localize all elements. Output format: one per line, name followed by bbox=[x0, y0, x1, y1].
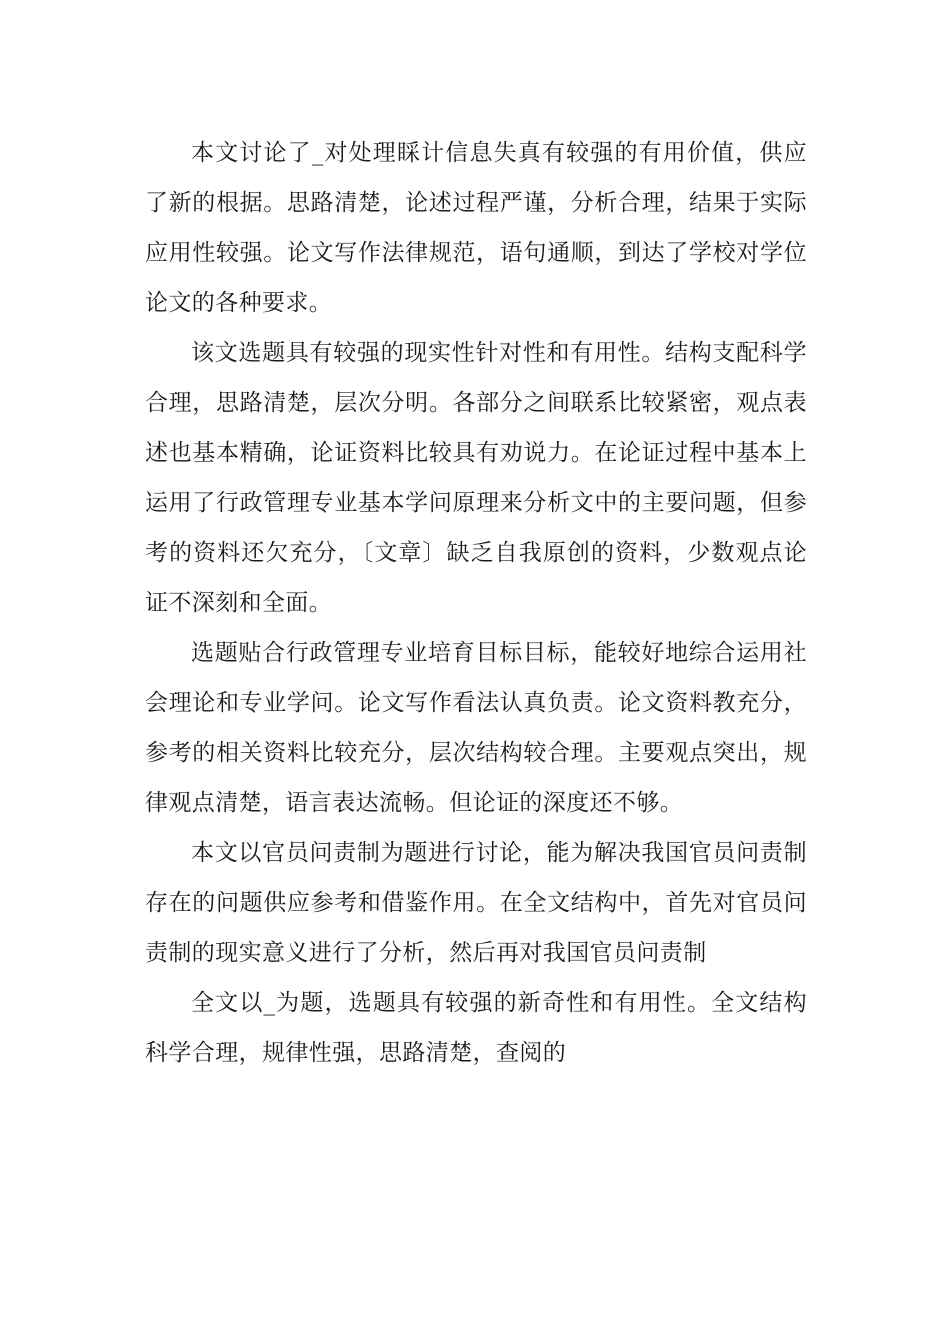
paragraph-3: 选题贴合行政管理专业培育目标目标，能较好地综合运用社会理论和专业学问。论文写作看法认真负责。论文资料教充分，参考的相关资料比较充分，层次结构较合理。主要观点突出，规律观点清楚，语言表达流畅。但论证的深度还不够。 bbox=[145, 640, 807, 816]
paragraph-5: 全文以_为题，选题具有较强的新奇性和有用性。全文结构科学合理，规律性强，思路清楚，查阅的 bbox=[145, 990, 807, 1066]
document-body bbox=[145, 128, 807, 1078]
paragraph-1: 本文讨论了_对处理睬计信息失真有较强的有用价值，供应了新的根据。思路清楚，论述过程严谨，分析合理，结果于实际应用性较强。论文写作法律规范，语句通顺，到达了学校对学位论文的各种要求。 bbox=[145, 140, 807, 316]
paragraph-4: 本文以官员问责制为题进行讨论，能为解决我国官员问责制存在的问题供应参考和借鉴作用。在全文结构中，首先对官员问责制的现实意义进行了分析，然后再对我国官员问责制 bbox=[145, 840, 807, 966]
paragraph-2: 该文选题具有较强的现实性针对性和有用性。结构支配科学合理，思路清楚，层次分明。各部分之间联系比较紧密，观点表述也基本精确，论证资料比较具有劝说力。在论证过程中基本上运用了行政管理专业基本学问原理来分析文中的主要问题，但参考的资料还欠充分，〔文章〕缺乏自我原创的资料，少数观点论证不深刻和全面。 bbox=[145, 340, 807, 616]
